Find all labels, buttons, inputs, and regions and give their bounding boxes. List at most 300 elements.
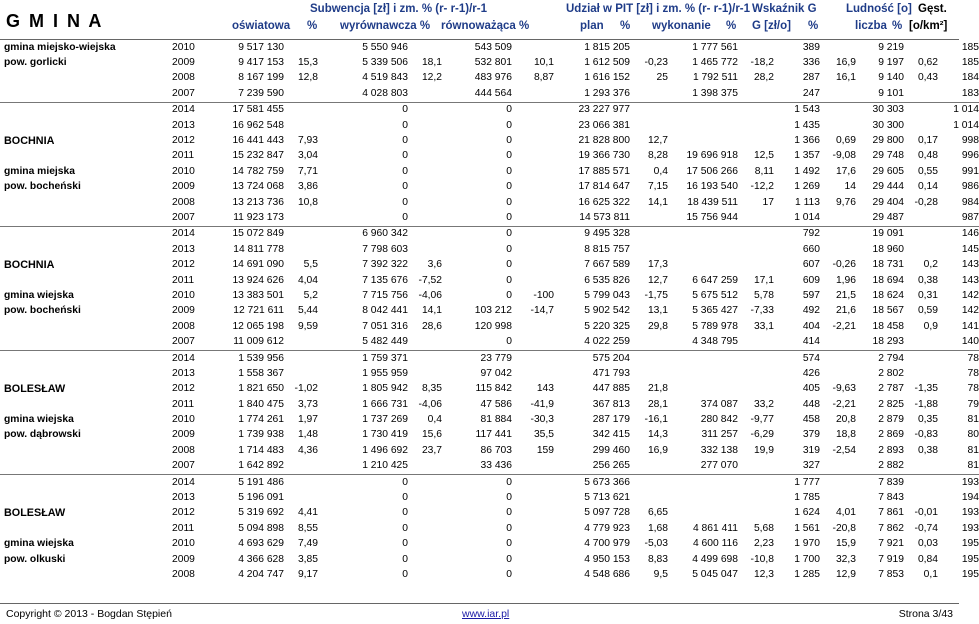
oswiatowa-pct-cell: 3,86 <box>297 181 318 193</box>
oswiatowa-pct-cell: 4,36 <box>297 444 318 456</box>
gmina-label-cell: gmina wiejska <box>4 289 74 301</box>
pit-plan-pct-cell: 12,7 <box>647 135 668 147</box>
year-cell: 2014 <box>172 350 206 366</box>
pit-wykonanie-cell: 4 600 116 <box>692 538 738 550</box>
population-cell: 18 960 <box>872 243 904 255</box>
pit-wykonanie-cell: 332 138 <box>700 444 738 456</box>
rownowazaca-cell: 0 <box>506 211 512 223</box>
table-row <box>0 288 979 303</box>
wyrownawcza-cell: 5 550 946 <box>362 41 408 53</box>
g-index-pct-cell: 21,5 <box>835 289 856 301</box>
density-cell: 193 <box>961 522 979 534</box>
year-cell: 2014 <box>172 102 206 118</box>
gmina-label-cell <box>0 350 172 366</box>
year-cell: 2008 <box>172 72 195 84</box>
pit-wykonanie-pct-cell: 5,68 <box>753 522 774 534</box>
pit-wykonanie-pct-cell <box>738 118 774 133</box>
pit-plan-cell: 6 535 826 <box>584 274 630 286</box>
pit-plan-cell: 1 612 509 <box>584 57 630 69</box>
oswiatowa-cell: 13 924 626 <box>232 274 284 286</box>
g-index-pct-cell: -9,08 <box>832 150 856 162</box>
g-index-cell: 1 561 <box>794 522 820 534</box>
pit-wykonanie-pct-cell: 5,78 <box>753 289 774 301</box>
pit-plan-pct-cell <box>630 334 668 350</box>
wyrownawcza-pct-cell: 0,4 <box>427 414 442 426</box>
wyrownawcza-pct-cell <box>408 459 442 475</box>
wyrownawcza-cell: 0 <box>402 211 408 223</box>
density-cell: 1 014 <box>953 119 979 131</box>
g-index-pct-cell <box>820 459 856 475</box>
wyrownawcza-pct-cell <box>408 490 442 505</box>
wyrownawcza-cell: 0 <box>402 181 408 193</box>
population-pct-cell: 0,35 <box>917 414 938 426</box>
year-cell: 2013 <box>172 367 195 379</box>
table-row <box>0 210 979 226</box>
pit-wykonanie-cell <box>668 490 738 505</box>
pct-header-5: % <box>892 20 903 32</box>
oswiatowa-cell: 5 191 486 <box>206 474 284 490</box>
oswiatowa-header: oświatowa <box>232 20 291 32</box>
year-cell: 2011 <box>172 274 195 286</box>
pit-plan-cell: 4 700 979 <box>584 538 630 550</box>
rownowazaca-pct-cell <box>512 195 554 210</box>
population-pct-cell: 0,84 <box>917 553 938 565</box>
pit-wykonanie-pct-cell <box>738 242 774 257</box>
wyrownawcza-cell: 0 <box>402 553 408 565</box>
g-index-cell: 247 <box>802 87 820 99</box>
pit-plan-cell: 5 673 366 <box>554 474 630 490</box>
population-cell: 29 605 <box>872 165 904 177</box>
g-index-pct-cell: 9,76 <box>835 196 856 208</box>
pit-wykonanie-pct-cell: 17 <box>762 196 774 208</box>
pit-wykonanie-pct-cell: 19,9 <box>753 444 774 456</box>
pit-wykonanie-pct-cell: -9,77 <box>750 414 774 426</box>
pit-wykonanie-cell <box>668 118 738 133</box>
rownowazaca-pct-cell <box>512 567 554 582</box>
year-cell: 2009 <box>172 553 195 565</box>
gmina-label-cell <box>0 86 172 102</box>
g-index-cell: 426 <box>802 367 820 379</box>
pit-plan-cell: 4 779 923 <box>584 522 630 534</box>
pit-plan-pct-cell: 8,83 <box>647 553 668 565</box>
wyrownawcza-pct-cell <box>408 366 442 381</box>
pit-plan-cell: 447 885 <box>592 383 630 395</box>
rownowazaca-pct-cell: -100 <box>533 289 554 301</box>
wyrownawcza-pct-cell: 12,2 <box>421 72 442 84</box>
gmina-label-cell <box>0 319 172 334</box>
pit-plan-cell: 256 265 <box>592 460 630 472</box>
rownowazaca-pct-cell: 35,5 <box>533 429 554 441</box>
pit-plan-pct-cell: -5,03 <box>644 538 668 550</box>
table-row <box>0 537 979 552</box>
pit-wykonanie-cell: 5 675 512 <box>692 289 738 301</box>
pit-wykonanie-cell: 1 777 561 <box>692 41 738 53</box>
population-cell: 18 567 <box>872 305 904 317</box>
gmina-label-cell: BOCHNIA <box>4 135 55 148</box>
pit-plan-pct-cell: 28,1 <box>647 398 668 410</box>
pit-plan-cell: 23 227 977 <box>554 102 630 118</box>
g-index-pct-cell <box>820 366 856 381</box>
gmina-label-cell <box>0 334 172 350</box>
oswiatowa-pct-cell: 5,5 <box>303 259 318 271</box>
pit-plan-pct-cell: 25 <box>656 72 668 84</box>
pit-wykonanie-pct-cell <box>738 474 774 490</box>
rownowazaca-pct-cell <box>512 490 554 505</box>
pit-wykonanie-cell: 4 861 411 <box>692 522 738 534</box>
g-index-cell: 414 <box>802 336 820 348</box>
year-cell: 2009 <box>172 181 195 193</box>
rownowazaca-cell: 0 <box>442 102 512 118</box>
density-cell: 996 <box>961 150 979 162</box>
wyrownawcza-pct-cell <box>408 164 442 179</box>
pit-wykonanie-cell: 18 439 511 <box>687 196 738 208</box>
population-cell: 9 219 <box>878 41 904 53</box>
density-cell: 78 <box>967 383 979 395</box>
rownowazaca-cell: 444 564 <box>474 87 512 99</box>
table-row <box>0 334 979 350</box>
g-index-pct-cell: 16,9 <box>835 57 856 69</box>
year-cell: 2011 <box>172 522 195 534</box>
population-pct-cell <box>904 210 938 226</box>
rownowazaca-cell: 0 <box>506 336 512 348</box>
oswiatowa-cell: 16 962 548 <box>232 119 284 131</box>
rownowazaca-pct-cell: 8,87 <box>533 72 554 84</box>
gmina-label-cell <box>0 210 172 226</box>
wyrownawcza-pct-cell <box>408 242 442 257</box>
pit-wykonanie-pct-cell <box>738 226 774 242</box>
g-index-cell: 792 <box>774 226 820 242</box>
pit-plan-cell: 9 495 328 <box>554 226 630 242</box>
wyrownawcza-cell: 1 496 692 <box>362 444 408 456</box>
rownowazaca-pct-cell <box>512 257 554 272</box>
pit-plan-cell: 1 293 376 <box>584 87 630 99</box>
population-pct-cell <box>904 366 938 381</box>
year-cell: 2010 <box>172 538 195 550</box>
population-cell: 2 879 <box>878 414 904 426</box>
pit-wykonanie-cell: 16 193 540 <box>686 181 738 193</box>
population-cell: 7 921 <box>878 538 904 550</box>
table-row <box>0 133 979 148</box>
g-index-pct-cell: -2,21 <box>832 320 856 332</box>
density-cell: 146 <box>938 226 979 242</box>
wyrownawcza-pct-cell <box>408 102 442 118</box>
population-pct-cell <box>904 242 938 257</box>
pit-wykonanie-pct-cell <box>738 490 774 505</box>
pit-wykonanie-pct-cell: -10,8 <box>750 553 774 565</box>
rownowazaca-cell: 0 <box>506 522 512 534</box>
rownowazaca-pct-cell <box>512 552 554 567</box>
year-cell: 2007 <box>172 87 195 99</box>
rownowazaca-pct-cell: 10,1 <box>533 57 554 69</box>
density-cell: 81 <box>967 460 979 472</box>
g-index-cell: 1 624 <box>794 507 820 519</box>
oswiatowa-cell: 12 065 198 <box>232 320 284 332</box>
oswiatowa-pct-cell <box>284 459 318 475</box>
population-pct-cell <box>904 459 938 475</box>
pit-wykonanie-pct-cell <box>738 210 774 226</box>
page-number: Strona 3/43 <box>898 608 953 620</box>
table-row <box>0 40 979 55</box>
population-cell: 7 919 <box>878 553 904 565</box>
population-cell: 7 853 <box>878 568 904 580</box>
g-index-pct-cell: 32,3 <box>835 553 856 565</box>
oswiatowa-pct-cell: 7,71 <box>297 165 318 177</box>
pit-wykonanie-pct-cell: 2,23 <box>753 538 774 550</box>
pit-wykonanie-pct-cell: 33,2 <box>753 398 774 410</box>
table-row <box>0 521 979 536</box>
g-index-pct-cell: -9,63 <box>832 383 856 395</box>
table-row <box>0 118 979 133</box>
oswiatowa-cell: 11 923 173 <box>233 211 284 223</box>
wyrownawcza-cell: 0 <box>402 568 408 580</box>
wyrownawcza-pct-cell <box>408 552 442 567</box>
population-cell: 2 802 <box>878 367 904 379</box>
wyrownawcza-cell: 7 715 756 <box>362 289 408 301</box>
wyrownawcza-cell: 0 <box>402 119 408 131</box>
g-index-pct-cell: 0,69 <box>835 135 856 147</box>
g-index-pct-cell <box>820 210 856 226</box>
pct-header-4: % <box>808 20 819 32</box>
wyrownawcza-pct-cell <box>408 195 442 210</box>
pit-plan-pct-cell: 7,15 <box>647 181 668 193</box>
pit-plan-cell: 8 815 757 <box>584 243 630 255</box>
oswiatowa-cell: 14 691 090 <box>232 259 284 271</box>
rownowazaca-pct-cell: 143 <box>536 383 554 395</box>
wyrownawcza-pct-cell: -7,52 <box>418 274 442 286</box>
population-pct-cell <box>904 334 938 350</box>
g-index-cell: 1 970 <box>794 538 820 550</box>
rownowazaca-pct-cell <box>512 273 554 288</box>
g-index-cell: 448 <box>802 398 820 410</box>
rownowazaca-cell: 543 509 <box>474 41 512 53</box>
oswiatowa-cell: 14 782 759 <box>232 165 284 177</box>
g-index-cell: 319 <box>802 444 820 456</box>
oswiatowa-pct-cell: 8,55 <box>297 522 318 534</box>
table-row <box>0 397 979 412</box>
copyright-text: Copyright © 2013 - Bogdan Stępień <box>6 608 172 620</box>
pit-plan-pct-cell: 17,3 <box>647 259 668 271</box>
population-pct-cell: 0,1 <box>923 568 938 580</box>
gmina-label-cell <box>0 474 172 490</box>
population-cell: 18 293 <box>872 336 904 348</box>
wyrownawcza-pct-cell: -4,06 <box>418 289 442 301</box>
oswiatowa-pct-cell: 3,04 <box>297 150 318 162</box>
year-cell: 2007 <box>172 211 195 223</box>
pit-wykonanie-cell <box>668 382 738 397</box>
rownowazaca-cell: 0 <box>506 181 512 193</box>
wyrownawcza-pct-cell: 15,6 <box>421 429 442 441</box>
pit-plan-pct-cell: 0,4 <box>653 165 668 177</box>
pit-wykonanie-cell <box>668 242 738 257</box>
oswiatowa-pct-cell <box>284 40 318 55</box>
population-pct-cell <box>904 102 938 118</box>
pit-plan-pct-cell <box>630 210 668 226</box>
pit-plan-cell: 23 066 381 <box>578 119 630 131</box>
pit-plan-pct-cell <box>630 366 668 381</box>
pit-plan-cell: 21 828 800 <box>578 135 630 147</box>
gmina-label-cell <box>0 443 172 458</box>
oswiatowa-pct-cell <box>284 226 318 242</box>
g-index-cell: 1 492 <box>794 165 820 177</box>
pit-plan-pct-cell: 12,7 <box>647 274 668 286</box>
density-cell: 78 <box>938 350 979 366</box>
year-cell: 2011 <box>172 150 195 162</box>
wyrownawcza-cell: 7 798 603 <box>362 243 408 255</box>
year-cell: 2013 <box>172 492 195 504</box>
pit-plan-pct-cell: -16,1 <box>644 414 668 426</box>
rownowazaca-pct-cell <box>512 210 554 226</box>
oswiatowa-cell: 5 319 692 <box>238 507 284 519</box>
wyrownawcza-cell: 5 482 449 <box>362 336 408 348</box>
gmina-label-cell <box>0 521 172 536</box>
population-pct-cell <box>904 474 938 490</box>
density-cell: 984 <box>961 196 979 208</box>
population-cell: 7 843 <box>878 492 904 504</box>
rownowazaca-pct-cell <box>512 242 554 257</box>
g-index-pct-cell <box>820 86 856 102</box>
year-cell: 2008 <box>172 568 195 580</box>
pit-plan-pct-cell: 14,1 <box>647 196 668 208</box>
pit-wykonanie-pct-cell: 8,11 <box>754 165 774 177</box>
table-row <box>0 164 979 179</box>
oswiatowa-cell: 13 213 736 <box>232 196 284 208</box>
g-index-cell: 597 <box>802 289 820 301</box>
year-cell: 2007 <box>172 460 195 472</box>
pit-plan-cell: 5 799 043 <box>584 289 630 301</box>
density-cell: 193 <box>961 507 979 519</box>
oswiatowa-pct-cell <box>284 474 318 490</box>
wyrownawcza-pct-cell <box>408 350 442 366</box>
oswiatowa-cell: 9 517 130 <box>238 41 284 53</box>
population-pct-cell: -0,74 <box>914 522 938 534</box>
year-cell: 2012 <box>172 383 195 395</box>
pit-wykonanie-cell <box>668 257 738 272</box>
wyrownawcza-pct-cell <box>408 180 442 195</box>
rownowazaca-cell: 0 <box>506 196 512 208</box>
g-index-pct-cell: -0,26 <box>832 259 856 271</box>
table-row <box>0 350 979 366</box>
oswiatowa-cell: 11 009 612 <box>233 336 284 348</box>
pit-plan-pct-cell: 21,8 <box>647 383 668 395</box>
rownowazaca-pct-cell <box>512 459 554 475</box>
g-index-pct-cell <box>820 40 856 55</box>
table-row <box>0 443 979 458</box>
rownowazaca-pct-cell <box>512 86 554 102</box>
year-cell: 2010 <box>172 289 195 301</box>
rownowazaca-cell: 0 <box>506 165 512 177</box>
pit-plan-pct-cell: -1,75 <box>644 289 668 301</box>
rownowazaca-cell: 0 <box>506 150 512 162</box>
table-row <box>0 490 979 505</box>
population-cell: 18 458 <box>872 320 904 332</box>
g-index-pct-cell <box>820 102 856 118</box>
oswiatowa-cell: 13 383 501 <box>232 289 284 301</box>
table-row <box>0 242 979 257</box>
rownowazaca-cell: 0 <box>506 492 512 504</box>
wskaznik-group-header: Wskaźnik G <box>752 3 817 15</box>
pit-wykonanie-pct-cell: -18,2 <box>750 57 774 69</box>
pit-plan-pct-cell <box>630 490 668 505</box>
pit-wykonanie-cell: 5 789 978 <box>692 320 738 332</box>
g-index-cell: 1 014 <box>794 211 820 223</box>
density-cell: 986 <box>961 181 979 193</box>
population-pct-cell: 0,2 <box>923 259 938 271</box>
website-link[interactable]: www.iar.pl <box>462 608 510 620</box>
wyrownawcza-cell: 0 <box>402 492 408 504</box>
g-index-cell: 1 435 <box>794 119 820 131</box>
rownowazaca-cell: 23 779 <box>442 350 512 366</box>
g-index-cell: 1 113 <box>794 196 820 208</box>
table-row <box>0 382 979 397</box>
rownowazaca-cell: 0 <box>506 119 512 131</box>
table-row <box>0 195 979 210</box>
wyrownawcza-pct-cell: 14,1 <box>421 305 442 317</box>
oswiatowa-cell: 14 811 778 <box>233 243 284 255</box>
pit-plan-pct-cell <box>630 102 668 118</box>
g-index-cell: 327 <box>802 460 820 472</box>
gmina-label-cell: gmina miejska <box>4 165 75 177</box>
pct-header-2: % <box>620 20 631 32</box>
oswiatowa-cell: 12 721 611 <box>233 305 284 317</box>
gmina-label-cell <box>0 149 172 164</box>
population-cell: 7 861 <box>878 507 904 519</box>
g-index-pct-cell <box>820 490 856 505</box>
rownowazaca-pct-cell <box>512 366 554 381</box>
pit-plan-pct-cell: 1,68 <box>647 522 668 534</box>
density-cell: 78 <box>967 367 979 379</box>
pit-wykonanie-cell: 1 792 511 <box>692 72 738 84</box>
pit-wykonanie-pct-cell: -6,29 <box>750 429 774 441</box>
pit-wykonanie-cell <box>668 350 738 366</box>
gmina-label-cell <box>0 273 172 288</box>
oswiatowa-cell: 15 232 847 <box>232 150 284 162</box>
rownowazaca-cell: 0 <box>506 507 512 519</box>
pit-wykonanie-pct-cell: -12,2 <box>750 181 774 193</box>
g-index-cell: 458 <box>802 414 820 426</box>
population-pct-cell <box>904 490 938 505</box>
pit-plan-cell: 342 415 <box>592 429 630 441</box>
wyrownawcza-cell: 0 <box>318 102 408 118</box>
population-cell: 18 624 <box>872 289 904 301</box>
g-index-pct-cell <box>820 334 856 350</box>
wyrownawcza-cell: 0 <box>318 474 408 490</box>
rownowazaca-pct-cell <box>512 521 554 536</box>
wyrownawcza-pct-cell: 8,35 <box>421 383 442 395</box>
oswiatowa-cell: 1 821 650 <box>238 383 284 395</box>
oswiatowa-cell: 1 739 938 <box>238 429 284 441</box>
population-cell: 2 787 <box>878 383 904 395</box>
population-cell: 7 862 <box>878 522 904 534</box>
rownowazaca-cell: 97 042 <box>480 367 512 379</box>
gmina-label-cell: gmina wiejska <box>4 538 74 550</box>
gmina-label-cell <box>0 118 172 133</box>
oswiatowa-cell: 13 724 068 <box>232 181 284 193</box>
oswiatowa-pct-cell <box>284 334 318 350</box>
pit-wykonanie-cell <box>668 102 738 118</box>
pit-wykonanie-pct-cell <box>738 133 774 148</box>
wyrownawcza-pct-cell: -4,06 <box>418 398 442 410</box>
g-index-pct-cell: -20,8 <box>832 522 856 534</box>
g-index-pct-cell: 15,9 <box>835 538 856 550</box>
oswiatowa-cell: 8 167 199 <box>238 72 284 84</box>
wyrownawcza-pct-cell <box>408 86 442 102</box>
table-row <box>0 273 979 288</box>
g-index-pct-cell: -2,21 <box>832 398 856 410</box>
pit-plan-cell: 5 713 621 <box>584 492 630 504</box>
g-index-cell: 1 785 <box>794 492 820 504</box>
g-index-cell: 574 <box>774 350 820 366</box>
oswiatowa-cell: 1 714 483 <box>238 444 284 456</box>
